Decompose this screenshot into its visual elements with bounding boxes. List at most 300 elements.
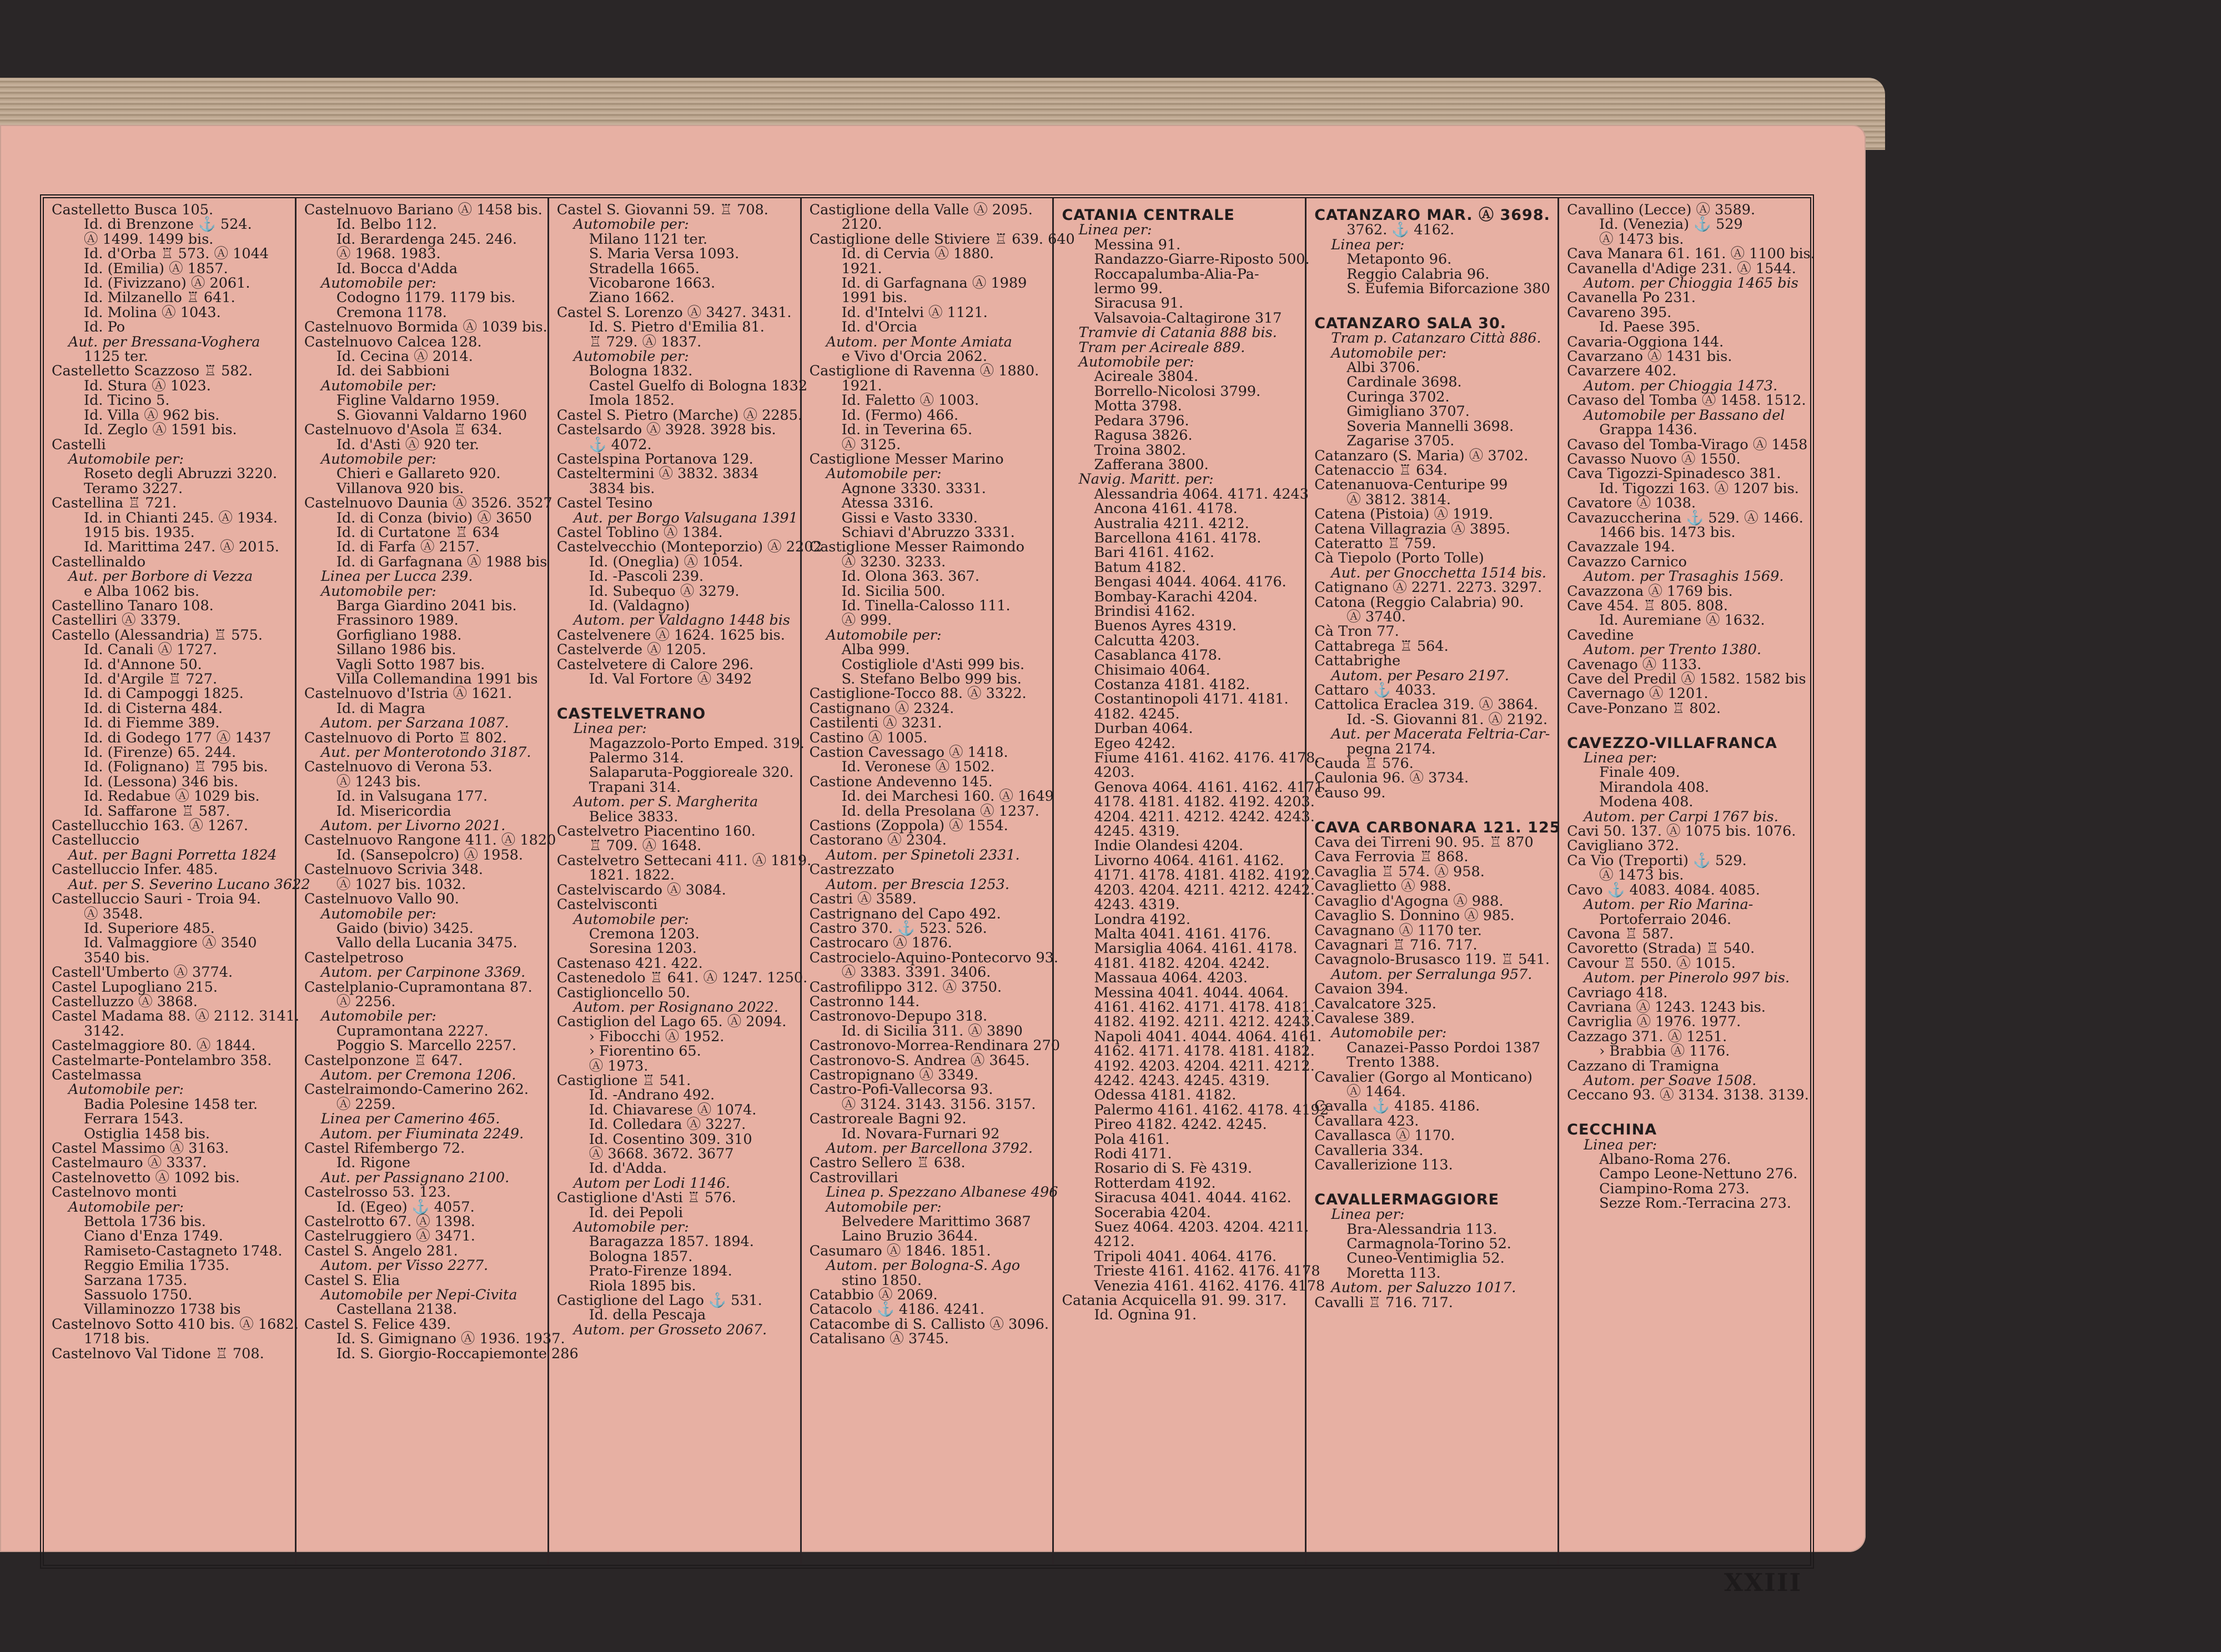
- index-entry: Ⓐ 1243 bis.: [336, 773, 421, 790]
- index-entry: Automobile per:: [826, 465, 942, 483]
- index-entry: Cardinale 3698.: [1346, 374, 1462, 391]
- index-column-4: [802, 198, 1075, 1565]
- index-entry: Acireale 3804.: [1094, 368, 1199, 385]
- index-entry: Chieri e Gallareto 920.: [336, 465, 501, 483]
- index-entry: Id. Bocca d'Adda: [336, 260, 458, 277]
- index-entry: 3540 bis.: [84, 949, 150, 966]
- index-entry: Autom. per Spinetoli 2331.: [826, 846, 1020, 863]
- index-entry: Zafferana 3800.: [1094, 456, 1209, 473]
- index-entry: Id. (Venezia) ⚓ 529: [1599, 216, 1743, 233]
- index-entry: Cavaglio d'Agogna Ⓐ 988.: [1314, 892, 1504, 910]
- index-entry: Cave del Predil Ⓐ 1582. 1582 bis: [1567, 671, 1806, 687]
- index-entry: Vallo della Lucania 3475.: [336, 935, 517, 952]
- index-entry: 4212.: [1094, 1233, 1135, 1251]
- index-entry: Cavatore Ⓐ 1038.: [1567, 495, 1696, 512]
- index-entry: Cazzago 371. Ⓐ 1251.: [1567, 1028, 1727, 1045]
- index-entry: Cavalcatore 325.: [1314, 995, 1437, 1012]
- index-entry: Castro-Pofi-Vallecorsa 93.: [809, 1081, 993, 1098]
- index-entry: Roseto degli Abruzzi 3220.: [84, 465, 278, 483]
- index-entry: Autom. per Valdagno 1448 bis: [573, 612, 790, 629]
- index-entry: Aut. per Monterotondo 3187.: [320, 744, 531, 761]
- index-entry: 4161. 4162. 4171. 4178. 4181.: [1094, 998, 1315, 1016]
- index-entry: Autom. per Barcellona 3792.: [826, 1140, 1033, 1157]
- index-entry: Castelrosso 53. 123.: [304, 1184, 451, 1201]
- index-column-7: [1559, 198, 1815, 1565]
- index-entry: Curinga 3702.: [1346, 388, 1450, 405]
- index-entry: Riola 1895 bis.: [589, 1277, 696, 1294]
- index-entry: Id. -Andrano 492.: [589, 1087, 715, 1104]
- index-entry: Castelnuovo Daunia Ⓐ 3526. 3527: [304, 495, 552, 512]
- index-entry: ⚓ 4072.: [589, 436, 652, 453]
- index-entry: Trapani 314.: [589, 779, 681, 796]
- index-entry: Grappa 1436.: [1599, 421, 1697, 439]
- index-entry: Malta 4041. 4161. 4176.: [1094, 925, 1271, 942]
- index-entry: Vagli Sotto 1987 bis.: [336, 656, 485, 673]
- index-entry: Castro Sellero ♖ 638.: [809, 1154, 966, 1172]
- index-entry: Finale 409.: [1599, 764, 1680, 781]
- index-entry: lermo 99.: [1094, 280, 1163, 298]
- index-entry: Id. (Lessona) 346 bis.: [84, 773, 239, 790]
- index-entry: Alessandria 4064. 4171. 4243: [1094, 485, 1309, 503]
- index-entry: Autom. per Trasaghis 1569.: [1584, 568, 1784, 585]
- index-entry: Automobile per:: [1078, 354, 1194, 371]
- index-entry: Gorfigliano 1988.: [336, 626, 462, 644]
- index-entry: 4204. 4211. 4212. 4242. 4243.: [1094, 808, 1315, 825]
- index-entry: Causo 99.: [1314, 784, 1386, 801]
- index-entry: Castel Madama 88. Ⓐ 2112. 3141.: [52, 1008, 300, 1025]
- index-entry: Livorno 4064. 4161. 4162.: [1094, 852, 1284, 869]
- index-entry: Castel S. Felice 439.: [304, 1315, 451, 1333]
- index-entry: Id. di Magra: [336, 700, 426, 717]
- index-entry: Autom. per Rosignano 2022.: [573, 998, 778, 1016]
- index-entry: Bombay-Karachi 4204.: [1094, 588, 1258, 605]
- index-entry: Linea p. Spezzano Albanese 496: [826, 1184, 1058, 1201]
- index-entry: 3762. ⚓ 4162.: [1346, 222, 1455, 239]
- index-entry: Cattabrighe: [1314, 652, 1401, 670]
- index-entry: Castenedolo ♖ 641. Ⓐ 1247. 1250.: [556, 970, 808, 987]
- index-entry: Id. Cosentino 309. 310: [589, 1131, 752, 1148]
- index-entry: Agnone 3330. 3331.: [841, 480, 986, 497]
- index-entry: Napoli 4041. 4044. 4064. 4161.: [1094, 1028, 1322, 1045]
- index-entry: Id. in Valsugana 177.: [336, 788, 488, 805]
- index-entry: Castel Tesino: [556, 495, 653, 512]
- index-entry: e Vivo d'Orcia 2062.: [841, 348, 987, 365]
- index-entry: Tram p. Catanzaro Città 886.: [1331, 330, 1541, 347]
- index-entry: Castelviscardo Ⓐ 3084.: [556, 881, 726, 898]
- index-entry: Castelruggiero Ⓐ 3471.: [304, 1228, 475, 1245]
- index-entry: Id. Villa Ⓐ 962 bis.: [84, 406, 220, 424]
- index-entry: Id. Veronese Ⓐ 1502.: [841, 759, 995, 776]
- index-entry: Id. di Sicilia 311. Ⓐ 3890: [841, 1022, 1023, 1040]
- index-entry: Batum 4182.: [1094, 559, 1187, 576]
- index-entry: Portoferraio 2046.: [1599, 911, 1732, 928]
- index-entry: Autom. per Carpi 1767 bis.: [1584, 808, 1778, 825]
- index-entry: Albi 3706.: [1346, 359, 1420, 376]
- index-entry: Ⓐ 3124. 3143. 3156. 3157.: [841, 1096, 1036, 1113]
- index-entry: Villanova 920 bis.: [336, 480, 464, 497]
- index-entry: Autom. per Bologna-S. Ago: [826, 1257, 1021, 1274]
- index-entry: Cavarzere 402.: [1567, 363, 1677, 380]
- index-entry: Autom. per Sarzana 1087.: [320, 715, 509, 732]
- index-entry: Palermo 4161. 4162. 4178. 4192: [1094, 1101, 1329, 1118]
- index-entry: Id. Redabue Ⓐ 1029 bis.: [84, 788, 260, 805]
- index-entry: Cavoretto (Strada) ♖ 540.: [1567, 940, 1755, 957]
- index-entry: Castellinaldo: [52, 553, 146, 570]
- index-entry: Id. di Cervia Ⓐ 1880.: [841, 245, 994, 263]
- index-entry: Zagarise 3705.: [1346, 433, 1455, 450]
- index-entry: CECCHINA: [1567, 1121, 1657, 1139]
- index-entry: Belvedere Marittimo 3687: [841, 1213, 1031, 1231]
- index-entry: Cava dei Tirreni 90. 95. ♖ 870: [1314, 834, 1534, 851]
- index-entry: Ceccano 93. Ⓐ 3134. 3138. 3139.: [1567, 1087, 1809, 1104]
- index-entry: Autom. per Fiuminata 2249.: [320, 1125, 524, 1142]
- index-entry: Cavalleria 334.: [1314, 1142, 1424, 1159]
- index-entry: Casablanca 4178.: [1094, 647, 1222, 664]
- index-entry: Id. Marittima 247. Ⓐ 2015.: [84, 539, 279, 556]
- index-entry: Id. d'Annone 50.: [84, 656, 202, 673]
- index-entry: Cavalli ♖ 716. 717.: [1314, 1294, 1453, 1311]
- index-entry: Aut. per Borgo Valsugana 1391: [573, 509, 798, 526]
- index-entry: S. Giovanni Valdarno 1960: [336, 406, 527, 424]
- index-entry: Castiglione di Ravenna Ⓐ 1880.: [809, 363, 1039, 380]
- index-entry: Milano 1121 ter.: [589, 230, 708, 248]
- index-entry: Castiglione d'Asti ♖ 576.: [556, 1189, 736, 1207]
- index-entry: [557, 686, 795, 701]
- index-entry: Motta 3798.: [1094, 398, 1182, 415]
- index-entry: 4182. 4192. 4211. 4212. 4243.: [1094, 1013, 1315, 1031]
- index-entry: Castel S. Elia: [304, 1272, 400, 1289]
- index-entry: Id. d'Orba ♖ 573. Ⓐ 1044: [84, 245, 269, 263]
- index-entry: Autom. per Chioggia 1473.: [1584, 377, 1778, 394]
- index-entry: Vicobarone 1663.: [589, 275, 716, 292]
- index-entry: › Fibocchi Ⓐ 1952.: [589, 1028, 725, 1045]
- index-entry: Castrovillari: [809, 1169, 898, 1186]
- index-entry: Ⓐ 999.: [841, 612, 892, 629]
- index-entry: Imola 1852.: [589, 392, 675, 409]
- index-column-5: [1054, 198, 1329, 1565]
- index-entry: Mirandola 408.: [1599, 779, 1710, 796]
- index-entry: S. Eufemia Biforcazione 380: [1346, 280, 1550, 298]
- index-entry: Castrezzato: [809, 861, 895, 878]
- index-entry: Castelnuovo Vallo 90.: [304, 891, 459, 908]
- index-entry: Costantinopoli 4171. 4181.: [1094, 691, 1289, 708]
- index-entry: 1821. 1822.: [589, 867, 675, 884]
- index-entry: Linea per:: [573, 720, 647, 737]
- index-entry: Id. Ognina 91.: [1094, 1307, 1197, 1324]
- index-entry: Automobile per Bassano del: [1584, 406, 1785, 424]
- index-entry: Ⓐ 3740.: [1346, 608, 1406, 625]
- index-entry: Ca Vio (Treporti) ⚓ 529.: [1567, 852, 1747, 869]
- index-entry: Castorano Ⓐ 2304.: [809, 832, 947, 849]
- index-entry: Castelnovo Val Tidone ♖ 708.: [52, 1345, 264, 1362]
- index-entry: Autom. per Serralunga 957.: [1331, 966, 1532, 983]
- index-entry: Cavalier (Gorgo al Monticano): [1314, 1068, 1532, 1086]
- index-entry: Tramvie di Catania 888 bis.: [1078, 324, 1277, 342]
- index-entry: Castelnuovo Bariano Ⓐ 1458 bis.: [304, 202, 542, 218]
- index-entry: Automobile per:: [573, 1219, 689, 1236]
- index-entry: 4203. 4204. 4211. 4212. 4242.: [1094, 881, 1315, 898]
- index-entry: Castelspina Portanova 129.: [556, 450, 753, 468]
- index-entry: Catenaccio ♖ 634.: [1314, 461, 1448, 479]
- index-entry: Castel S. Lorenzo Ⓐ 3427. 3431.: [556, 304, 792, 321]
- index-entry: Ragusa 3826.: [1094, 427, 1193, 444]
- index-entry: Troina 3802.: [1094, 441, 1186, 459]
- index-entry: Ⓐ 3230. 3233.: [841, 553, 946, 570]
- index-entry: Cavarzano Ⓐ 1431 bis.: [1567, 348, 1732, 365]
- index-entry: Automobile per:: [68, 1081, 184, 1098]
- index-entry: Id. (Fermo) 466.: [841, 406, 959, 424]
- index-entry: Castelvetro Settecani 411. Ⓐ 1819.: [556, 852, 812, 869]
- index-entry: ♖ 709. Ⓐ 1648.: [589, 837, 702, 855]
- index-entry: Roccapalumba-Alia-Pa-: [1094, 265, 1259, 283]
- index-entry: Id. di Cisterna 484.: [84, 700, 223, 717]
- index-entry: Sassuolo 1750.: [84, 1287, 193, 1304]
- index-entry: Id. di Brenzone ⚓ 524.: [84, 216, 252, 233]
- index-entry: Castel Massimo Ⓐ 3163.: [52, 1140, 229, 1157]
- index-entry: 4162. 4171. 4178. 4181. 4182.: [1094, 1043, 1315, 1060]
- index-entry: Id. Ticino 5.: [84, 392, 170, 409]
- index-entry: Gaido (bivio) 3425.: [336, 920, 474, 937]
- index-entry: Tripoli 4041. 4064. 4176.: [1094, 1248, 1277, 1265]
- index-entry: Bologna 1857.: [589, 1248, 693, 1265]
- index-entry: Cave-Ponzano ♖ 802.: [1567, 700, 1721, 717]
- index-entry: Castelmarte-Pontelambro 358.: [52, 1052, 272, 1069]
- index-entry: Ⓐ 1973.: [589, 1057, 649, 1074]
- index-entry: Id. Zeglo Ⓐ 1591 bis.: [84, 421, 237, 439]
- index-entry: Castione Andevenno 145.: [809, 773, 993, 790]
- index-entry: Castelluccio Sauri - Troia 94.: [52, 891, 261, 908]
- index-entry: Castelletto Busca 105.: [52, 202, 214, 218]
- index-entry: Costigliole d'Asti 999 bis.: [841, 656, 1025, 673]
- index-entry: Castropignano Ⓐ 3349.: [809, 1066, 979, 1083]
- index-entry: Cavriana Ⓐ 1243. 1243 bis.: [1567, 998, 1766, 1016]
- index-entry: 1125 ter.: [84, 348, 148, 365]
- page-number: XXIII: [1724, 1569, 1802, 1597]
- index-entry: Id. (Emilia) Ⓐ 1857.: [84, 260, 228, 277]
- index-entry: Castiglion del Lago 65. Ⓐ 2094.: [556, 1013, 787, 1031]
- index-column-6: [1307, 198, 1559, 1565]
- index-entry: Castelnuovo Scrivia 348.: [304, 861, 483, 878]
- index-entry: 1718 bis.: [84, 1330, 150, 1348]
- index-entry: Fiume 4161. 4162. 4176. 4178.: [1094, 750, 1320, 767]
- index-entry: Randazzo-Giarre-Riposto 500.: [1094, 251, 1310, 268]
- index-entry: Autom. per Pinerolo 997 bis.: [1584, 970, 1790, 987]
- index-entry: Castelplanio-Cupramontana 87.: [304, 978, 532, 996]
- index-entry: Cavriago 418.: [1567, 984, 1668, 1001]
- index-entry: Castrocielo-Aquino-Pontecorvo 93.: [809, 949, 1059, 966]
- index-entry: CAVA CARBONARA 121. 125: [1314, 819, 1561, 836]
- index-entry: Ramiseto-Castagneto 1748.: [84, 1242, 283, 1259]
- index-entry: Ciano d'Enza 1749.: [84, 1228, 223, 1245]
- index-entry: Catona (Reggio Calabria) 90.: [1314, 594, 1524, 611]
- index-entry: Id. Valmaggiore Ⓐ 3540: [84, 935, 257, 952]
- index-entry: Londra 4192.: [1094, 911, 1190, 928]
- index-entry: [1314, 296, 1552, 310]
- index-entry: Catania Acquicella 91. 99. 317.: [1062, 1292, 1287, 1309]
- index-entry: Figline Valdarno 1959.: [336, 392, 500, 409]
- index-entry: Castelvenere Ⓐ 1624. 1625 bis.: [556, 626, 785, 644]
- index-entry: e Alba 1062 bis.: [84, 583, 200, 600]
- index-entry: Ⓐ 3383. 3391. 3406.: [841, 964, 991, 981]
- index-entry: Autom. per Cremona 1206.: [320, 1066, 516, 1083]
- index-entry: Castiglione-Tocco 88. Ⓐ 3322.: [809, 685, 1027, 702]
- index-entry: Australia 4211. 4212.: [1094, 515, 1249, 532]
- index-entry: Ⓐ 2256.: [336, 993, 396, 1010]
- index-entry: Castrignano del Capo 492.: [809, 905, 1001, 922]
- index-entry: Costanza 4181. 4182.: [1094, 676, 1250, 693]
- index-entry: Id. (Folignano) ♖ 795 bis.: [84, 759, 268, 776]
- index-entry: Linea per:: [1331, 236, 1405, 253]
- index-entry: Siracusa 4041. 4044. 4162.: [1094, 1189, 1292, 1207]
- index-entry: Id. Stura Ⓐ 1023.: [84, 377, 211, 394]
- index-entry: Id. Olona 363. 367.: [841, 568, 979, 585]
- index-entry: Id. Novara-Furnari 92: [841, 1125, 1000, 1142]
- index-entry: Ziano 1662.: [589, 289, 675, 307]
- index-entry: Id. Misericordia: [336, 802, 451, 820]
- index-entry: Castronovo-S. Andrea Ⓐ 3645.: [809, 1052, 1030, 1069]
- index-entry: Id. Val Fortore Ⓐ 3492: [589, 671, 752, 687]
- index-entry: S. Maria Versa 1093.: [589, 245, 740, 263]
- index-entry: Id. Saffarone ♖ 587.: [84, 802, 230, 820]
- index-entry: Catacombe di S. Callisto Ⓐ 3096.: [809, 1315, 1049, 1333]
- index-entry: CAVALLERMAGGIORE: [1314, 1191, 1500, 1208]
- index-entry: Cà Tiepolo (Porto Tolle): [1314, 550, 1484, 567]
- index-entry: Magazzolo-Porto Emped. 319.: [589, 735, 805, 752]
- index-entry: Navig. Maritt. per:: [1078, 471, 1214, 488]
- index-entry: Villaminozzo 1738 bis: [84, 1301, 241, 1318]
- index-entry: Rosario di S. Fè 4319.: [1094, 1160, 1252, 1177]
- index-entry: Id. Milzanello ♖ 641.: [84, 289, 235, 307]
- index-entry: Cavaso del Tomba Ⓐ 1458. 1512.: [1567, 392, 1806, 409]
- index-entry: Castello (Alessandria) ♖ 575.: [52, 626, 263, 644]
- index-entry: Cavalese 389.: [1314, 1010, 1415, 1027]
- index-entry: Automobile per:: [573, 348, 689, 365]
- index-entry: Castronovo-Depupo 318.: [809, 1008, 988, 1025]
- index-entry: Castelnuovo di Porto ♖ 802.: [304, 729, 507, 746]
- index-entry: Castelmassa: [52, 1066, 142, 1083]
- index-entry: Sarzana 1735.: [84, 1272, 188, 1289]
- index-entry: Id. Cecina Ⓐ 2014.: [336, 348, 473, 365]
- index-entry: Brindisi 4162.: [1094, 602, 1195, 620]
- index-entry: Cazzano di Tramigna: [1567, 1057, 1720, 1074]
- index-entry: Castelnuovo Rangone 411. Ⓐ 1820: [304, 832, 556, 849]
- index-entry: Cavaria-Oggiona 144.: [1567, 333, 1724, 350]
- index-entry: Laino Bruzio 3644.: [841, 1228, 978, 1245]
- index-entry: Codogno 1179. 1179 bis.: [336, 289, 516, 307]
- index-entry: Canazei-Passo Pordoi 1387: [1346, 1039, 1541, 1056]
- index-entry: 1921.: [841, 377, 882, 394]
- index-entry: Autom. per Visso 2277.: [320, 1257, 489, 1274]
- index-entry: Castel S. Angelo 281.: [304, 1242, 458, 1259]
- index-entry: Cavedine: [1567, 626, 1634, 644]
- index-entry: Barcellona 4161. 4178.: [1094, 529, 1262, 546]
- index-entry: 1915 bis. 1935.: [84, 524, 195, 541]
- index-entry: Chisimaio 4064.: [1094, 661, 1210, 679]
- index-entry: Id. Paese 395.: [1599, 319, 1701, 336]
- index-entry: Castelnuovo di Verona 53.: [304, 759, 493, 776]
- index-entry: Gissi e Vasto 3330.: [841, 509, 978, 526]
- index-entry: Cavaglietto Ⓐ 988.: [1314, 878, 1451, 895]
- index-entry: Casumaro Ⓐ 1846. 1851.: [809, 1242, 991, 1259]
- index-entry: Cavagnano Ⓐ 1170 ter.: [1314, 922, 1482, 939]
- index-entry: CATANZARO SALA 30.: [1314, 314, 1507, 332]
- index-entry: Bettola 1736 bis.: [84, 1213, 206, 1231]
- index-entry: Cavagnolo-Brusasco 119. ♖ 541.: [1314, 951, 1550, 968]
- index-entry: Campo Leone-Nettuno 276.: [1599, 1166, 1798, 1183]
- index-entry: Modena 408.: [1599, 794, 1694, 811]
- index-entry: Autom. per Trento 1380.: [1584, 641, 1762, 659]
- index-entry: Id. (Egeo) ⚓ 4057.: [336, 1198, 475, 1216]
- index-entry: Castelvetro Piacentino 160.: [556, 823, 756, 840]
- index-entry: Castelvecchio (Monteporzio) Ⓐ 2202: [556, 539, 822, 556]
- index-entry: Cava Manara 61. 161. Ⓐ 1100 bis.: [1567, 245, 1815, 263]
- index-entry: Ⓐ 3668. 3672. 3677: [589, 1146, 734, 1162]
- index-entry: Id. della Presolana Ⓐ 1237.: [841, 802, 1039, 820]
- index-entry: Bari 4161. 4162.: [1094, 544, 1214, 561]
- index-entry: [1567, 1103, 1805, 1117]
- index-entry: Automobile per Nepi-Civita: [320, 1287, 517, 1304]
- index-entry: Castelliri Ⓐ 3379.: [52, 612, 181, 629]
- index-entry: Id. -S. Giovanni 81. Ⓐ 2192.: [1346, 711, 1548, 728]
- index-entry: Castri Ⓐ 3589.: [809, 891, 917, 908]
- index-entry: Autom. per Chioggia 1465 bis: [1584, 275, 1798, 292]
- index-entry: Cavaion 394.: [1314, 981, 1409, 998]
- index-entry: Aut. per Gnocchetta 1514 bis.: [1331, 564, 1547, 581]
- index-entry: Venezia 4161. 4162. 4176. 4178: [1094, 1277, 1325, 1294]
- index-entry: Castronno 144.: [809, 993, 920, 1010]
- index-entry: Catena Villagrazia Ⓐ 3895.: [1314, 520, 1510, 538]
- index-entry: Id. Canali Ⓐ 1727.: [84, 641, 217, 659]
- index-entry: Genova 4064. 4161. 4162. 4171.: [1094, 779, 1328, 796]
- index-entry: Autom. per Carpinone 3369.: [320, 964, 526, 981]
- index-entry: Castellana 2138.: [336, 1301, 458, 1318]
- index-entry: Cava Tigozzi-Spinadesco 381.: [1567, 465, 1781, 483]
- index-entry: Rodi 4171.: [1094, 1146, 1172, 1162]
- index-entry: Automobile per:: [68, 450, 184, 468]
- index-entry: Soresina 1203.: [589, 940, 697, 957]
- index-entry: Carmagnola-Torino 52.: [1346, 1236, 1511, 1253]
- index-entry: Valsavoia-Caltagirone 317: [1094, 309, 1282, 327]
- index-entry: 1991 bis.: [841, 289, 908, 307]
- index-entry: Castel Lupogliano 215.: [52, 978, 218, 996]
- index-entry: Cavareno 395.: [1567, 304, 1672, 321]
- index-entry: Castellucchio 163. Ⓐ 1267.: [52, 817, 248, 835]
- index-entry: Soveria Mannelli 3698.: [1346, 418, 1514, 435]
- index-entry: Automobile per:: [320, 1008, 436, 1025]
- index-entry: Cave 454. ♖ 805. 808.: [1567, 597, 1728, 614]
- index-entry: Castenaso 421. 422.: [556, 955, 703, 972]
- index-entry: Aut. per Passignano 2100.: [320, 1169, 510, 1186]
- index-entry: Id. in Teverina 65.: [841, 421, 973, 439]
- index-entry: Villa Collemandina 1991 bis: [336, 671, 538, 687]
- index-entry: Catacolo ⚓ 4186. 4241.: [809, 1301, 984, 1318]
- index-entry: Id. Molina Ⓐ 1043.: [84, 304, 221, 321]
- index-entry: 4192. 4203. 4204. 4211. 4212.: [1094, 1057, 1315, 1074]
- index-entry: Id. dei Marchesi 160. Ⓐ 1649: [841, 788, 1054, 805]
- index-entry: Castiglione Messer Raimondo: [809, 539, 1024, 556]
- index-entry: Autom. per S. Margherita: [573, 794, 758, 811]
- index-entry: Castelluccio Infer. 485.: [52, 861, 218, 878]
- index-entry: Ⓐ 1473 bis.: [1599, 230, 1684, 248]
- index-entry: Id. di Campoggi 1825.: [84, 685, 244, 702]
- index-entry: S. Stefano Belbo 999 bis.: [841, 671, 1022, 687]
- index-entry: Castelpetroso: [304, 949, 404, 966]
- index-entry: Cavasso Nuovo Ⓐ 1550.: [1567, 450, 1741, 468]
- index-entry: Linea per:: [1078, 222, 1152, 239]
- index-entry: Castrofilippo 312. Ⓐ 3750.: [809, 978, 1002, 996]
- index-entry: Automobile per:: [320, 583, 436, 600]
- index-entry: Cavenago Ⓐ 1133.: [1567, 656, 1702, 673]
